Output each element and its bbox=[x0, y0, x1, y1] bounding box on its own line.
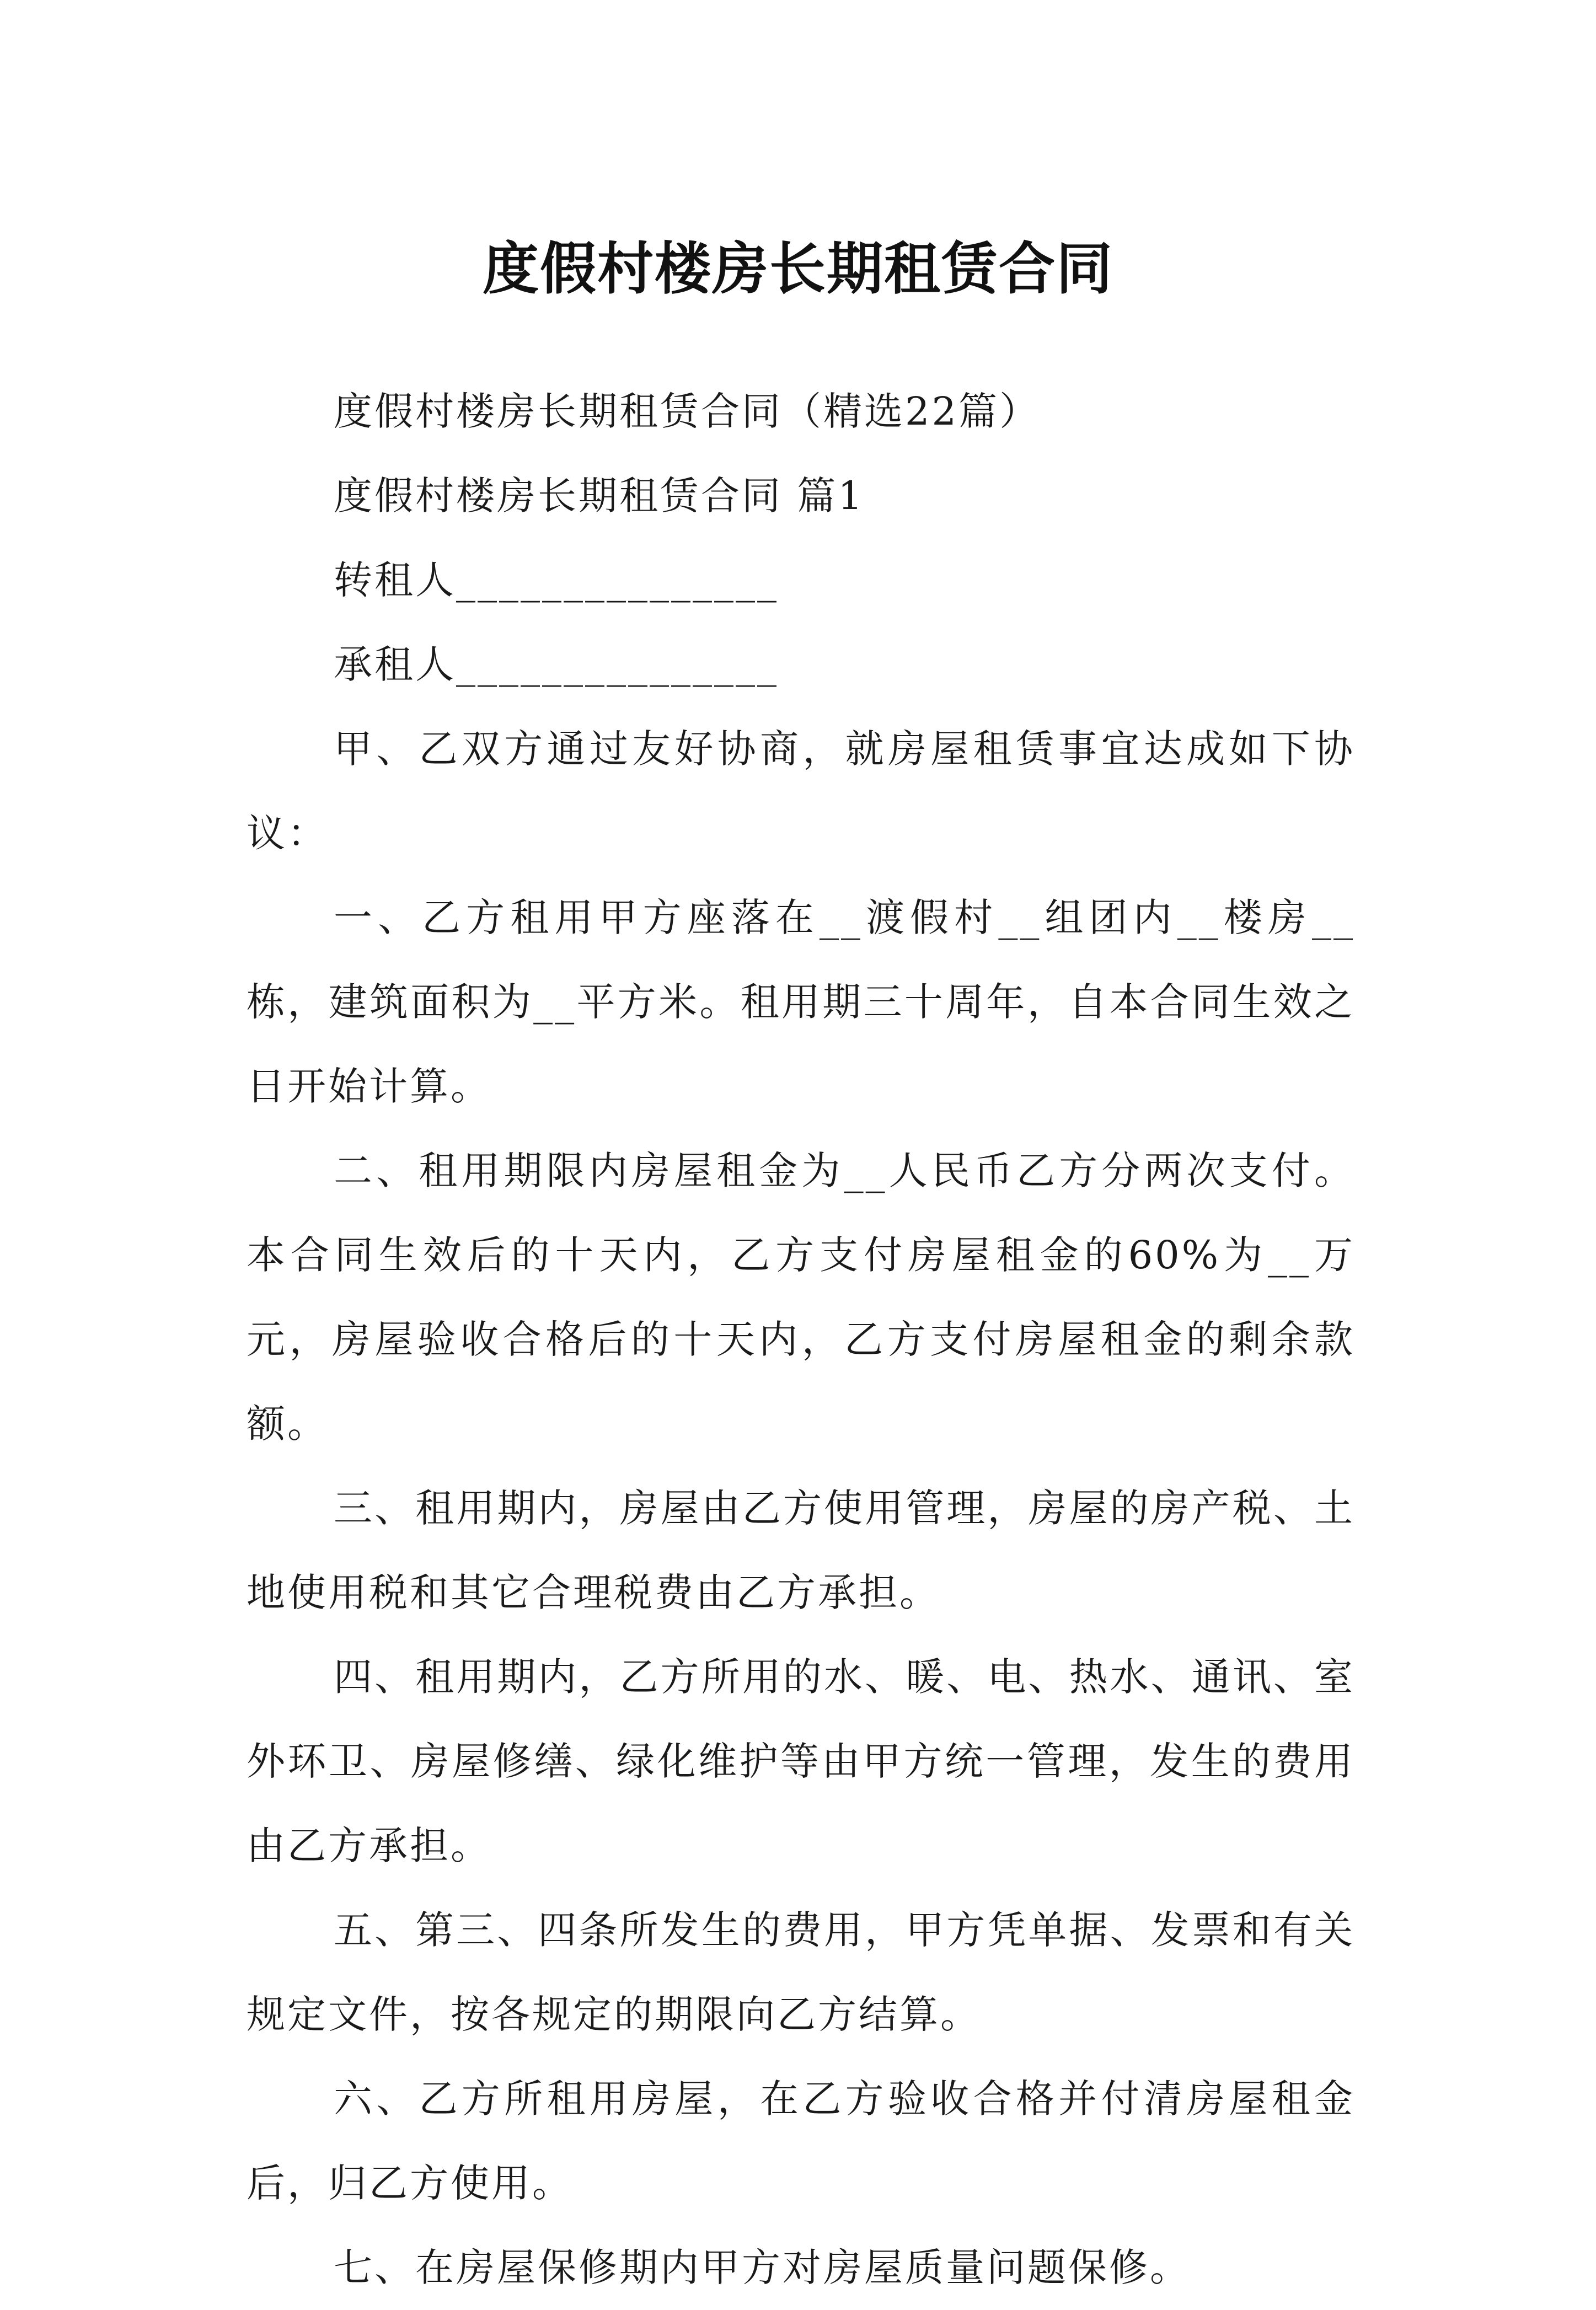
clause-1: 一、乙方租用甲方座落在__渡假村__组团内__楼房__栋，建筑面积为__平方米。租用期三十周年，自本合同生效之日开始计算。 bbox=[247, 895, 1355, 1109]
section-heading: 度假村楼房长期租赁合同 篇1 bbox=[334, 473, 865, 518]
clause-5: 五、第三、四条所发生的费用，甲方凭单据、发票和有关规定文件，按各规定的期限向乙方结算。 bbox=[247, 1907, 1355, 2037]
subtitle-paragraph: 度假村楼房长期租赁合同（精选22篇） bbox=[334, 389, 1041, 434]
clause-4: 四、租用期内，乙方所用的水、暖、电、热水、通讯、室外环卫、房屋修缮、绿化维护等由甲方统一管理，发生的费用由乙方承担。 bbox=[247, 1654, 1355, 1868]
clause-6: 六、乙方所租用房屋，在乙方验收合格并付清房屋租金后，归乙方使用。 bbox=[247, 2076, 1355, 2206]
document-title: 度假村楼房长期租赁合同 bbox=[483, 236, 1113, 303]
preamble-paragraph: 甲、乙双方通过友好协商，就房屋租赁事宜达成如下协议： bbox=[247, 726, 1355, 856]
clause-7: 七、在房屋保修期内甲方对房屋质量问题保修。 bbox=[334, 2245, 1191, 2290]
clause-3: 三、租用期内，房屋由乙方使用管理，房屋的房产税、土地使用税和其它合理税费由乙方承担。 bbox=[247, 1486, 1355, 1615]
document-body bbox=[247, 369, 1355, 2310]
sublessor-line: 转租人_______________ bbox=[334, 558, 779, 603]
lessee-line: 承租人_______________ bbox=[334, 642, 779, 687]
clause-2: 二、租用期限内房屋租金为__人民币乙方分两次支付。本合同生效后的十天内，乙方支付房屋租金的60%为__万元，房屋验收合格后的十天内，乙方支付房屋租金的剩余款额。 bbox=[247, 1148, 1355, 1446]
